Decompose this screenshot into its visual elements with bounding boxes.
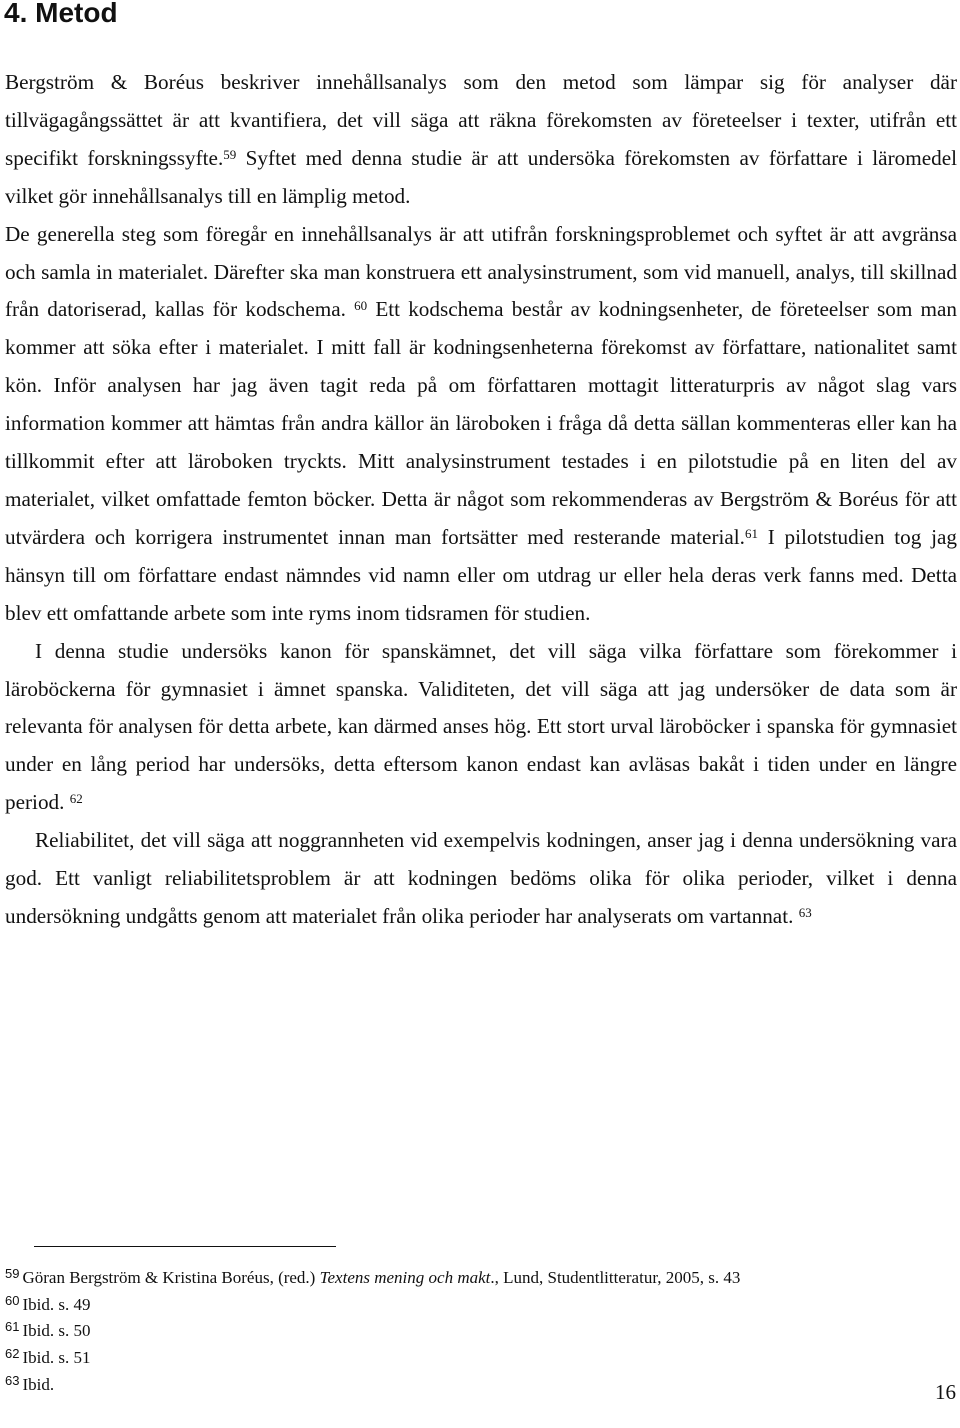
footnote-text: Göran Bergström & Kristina Boréus, (red.) <box>22 1268 320 1287</box>
footnote-reference: 63 <box>798 904 812 920</box>
footnote <box>5 1318 945 1345</box>
paragraph-text: I denna studie undersöks kanon för spanskämnet, det vill säga vilka författare som förekommer i läroböckerna för gymnasiet i ämnet spanska. Validiteten, det vill säga att jag undersöker de data som är relevanta för analysen för detta arbete, kan därmed anses hög. Ett stort urval läroböcker i spanska för gymnasiet under en lång period har undersöks, detta eftersom kanon endast kan avläsas bakåt i tiden under en längre period. <box>5 638 957 815</box>
footnote-number: 59 <box>5 1266 20 1281</box>
footnote-reference: 60 <box>354 298 368 314</box>
footnote-text: Ibid. s. 51 <box>22 1348 91 1368</box>
body-text <box>5 64 957 936</box>
footnote-reference: 61 <box>744 525 758 541</box>
paragraph-text: Reliabilitet, det vill säga att noggrannheten vid exempelvis kodningen, anser jag i denna undersökning vara god. Ett vanligt reliabilitetsproblem är att kodningen bedöms olika för olika perioder, vilket i denna undersökning undgåtts genom att materialet från olika perioder har analyserats om vartannat. <box>5 828 957 928</box>
paragraph <box>5 64 957 216</box>
paragraph-text: I pilotstudien tog jag hänsyn till om författare endast nämndes vid namn eller om utdrag ur eller hela deras verk fanns med. Detta blev ett omfattande arbete som inte ryms inom tidsramen för studien. <box>5 524 957 625</box>
footnote-text: ., Lund, Studentlitteratur, 2005, s. 43 <box>490 1268 741 1287</box>
footnote-number: 60 <box>5 1292 20 1308</box>
paragraph-text: De generella steg som föregår en innehållsanalys är att utifrån forskningsproblemet och syftet är att avgränsa och samla in materialet. Därefter ska man konstruera ett analysinstrument, som vid manuell, analys, till skillnad från datoriserad, kallas för kodschema. <box>5 221 957 322</box>
footnote <box>5 1292 945 1319</box>
paragraph <box>5 216 957 633</box>
footnotes <box>5 1265 945 1399</box>
paragraph <box>5 822 957 936</box>
footnote-reference: 59 <box>223 146 237 162</box>
footnote <box>5 1265 945 1292</box>
footnote-reference: 62 <box>69 791 83 807</box>
paragraph <box>5 633 957 823</box>
footnote-text: Ibid. <box>22 1374 55 1394</box>
footnote <box>5 1372 945 1399</box>
footnote-number: 62 <box>5 1346 20 1362</box>
paragraph-text: Syftet med denna studie är att undersöka förekomsten av författare i läromedel vilket gör innehållsanalys till en lämplig metod. <box>5 145 957 208</box>
section-heading: 4. Metod <box>4 0 118 28</box>
footnote-separator <box>34 1246 336 1247</box>
page-number: 16 <box>935 1380 956 1404</box>
footnote-title: Textens mening och makt <box>319 1268 491 1287</box>
footnote-number: 61 <box>5 1319 20 1335</box>
footnote <box>5 1345 945 1372</box>
paragraph-text: Ett kodschema består av kodningsenheter, de företeelser som man kommer att söka efter i materialet. I mitt fall är kodningsenheterna förekomst av författare, nationalitet samt kön. Inför analysen har jag även tagit reda på om författaren mottagit litteraturpris av något slag vars information kommer att hämtas från andra källor än läroboken i fråga då detta sällan kommenteras eller kan ha tillkommit efter att läroboken tryckts. Mitt analysinstrument testades i en pilotstudie på en liten del av materialet, vilket omfattade femton böcker. Detta är något som rekommenderas av Bergström & Boréus för att utvärdera och korrigera instrumentet innan man fortsätter med resterande material. <box>5 297 957 549</box>
footnote-text: Ibid. s. 49 <box>22 1294 91 1314</box>
footnote-number: 63 <box>5 1372 20 1388</box>
paragraph-text: Bergström & Boréus beskriver innehållsanalys som den metod som lämpar sig för analyser där tillvägagångssättet är att kvantifiera, det vill säga att räkna förekomsten av företeelser i texter, utifrån ett specifikt forskningssyfte. <box>5 70 957 170</box>
footnote-text: Ibid. s. 50 <box>22 1321 91 1341</box>
